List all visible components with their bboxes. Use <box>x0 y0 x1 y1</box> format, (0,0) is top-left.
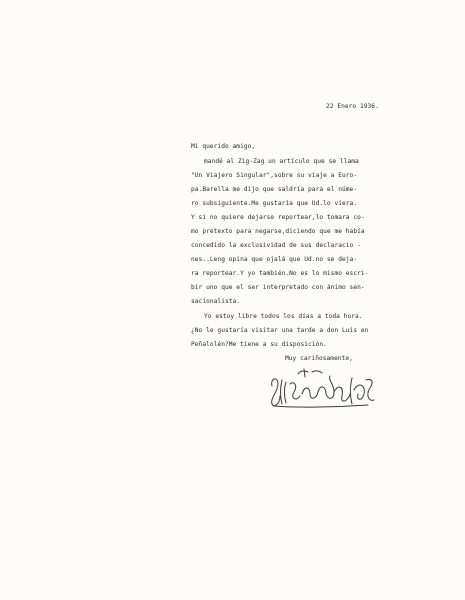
letter-closing: Muy cariñosamente, <box>285 355 353 362</box>
body-line: ro subsiguiente.Me gustaría que Ud.lo viera. <box>191 200 358 207</box>
letter-salutation: Mi querido amigo, <box>191 143 256 150</box>
body-line: Peñalolén?Me tiene a su disposición. <box>191 341 327 348</box>
letter-date: 22 Enero 1936. <box>326 103 379 110</box>
body-line: "Un Viajero Singular",sobre su viaje a Euro- <box>191 172 358 179</box>
body-line: Yo estoy libre todos los días a toda hora. <box>204 313 363 320</box>
body-line: nes..Leng opina que ojalá que Ud.no se deja- <box>191 256 358 263</box>
handwritten-signature <box>268 366 376 410</box>
body-line: bir uno que el ser interpretado con ánimo sen- <box>191 284 365 291</box>
body-line: pa.Barella me dijo que saldría para el núme- <box>191 186 358 193</box>
body-line: sacionalista. <box>191 298 241 305</box>
body-line: ¿No le gustaría visitar una tarde a don Luis en <box>191 327 369 334</box>
body-line: Y si no quiere dejarse reportear,lo tomara co- <box>191 214 365 221</box>
body-line: mandé al Zig-Zag un artículo que se llama <box>204 158 359 165</box>
body-line: mo pretexto para negarse,diciendo que me había <box>191 228 365 235</box>
body-line: concedido la exclusividad de sus declaracio - <box>191 242 361 249</box>
body-line: ra reportear.Y yo también.No es lo mismo escri- <box>191 270 369 277</box>
